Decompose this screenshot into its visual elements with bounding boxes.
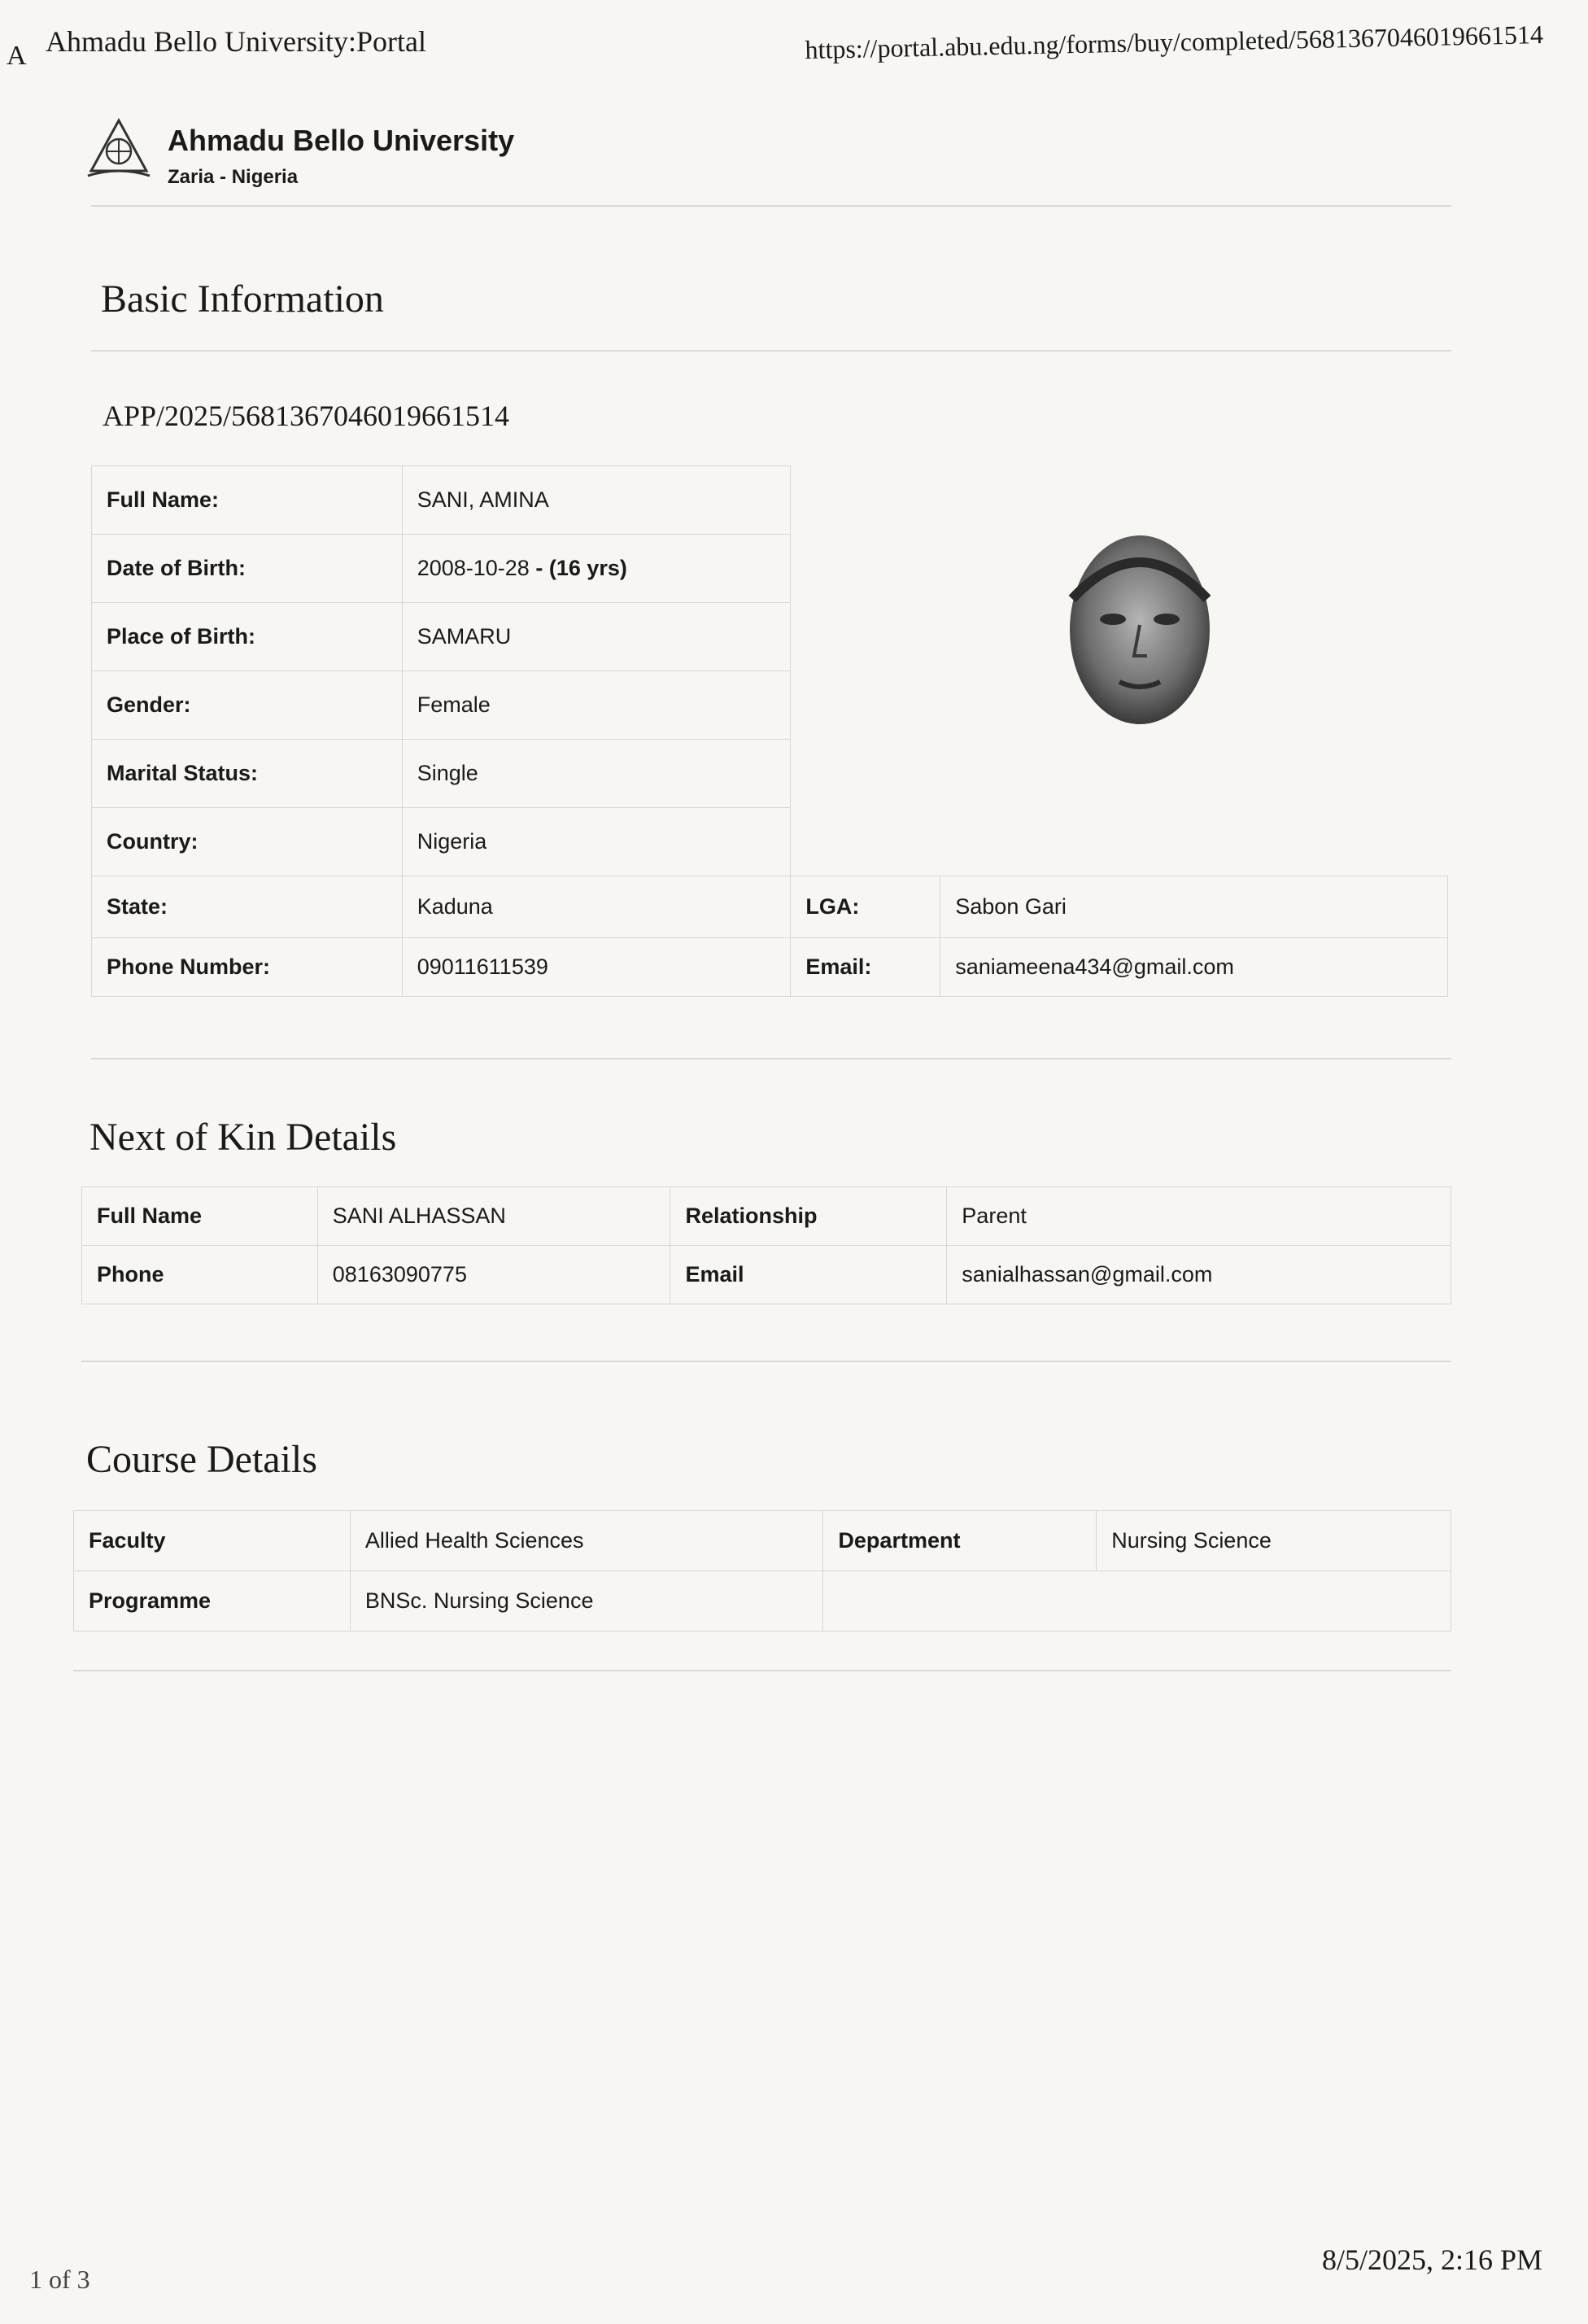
table-row [92, 466, 1448, 535]
email-label: Email: [791, 938, 940, 997]
basic-info-divider [91, 350, 1451, 352]
marital-status-label: Marital Status: [92, 740, 403, 808]
kin-full-name-label: Full Name [82, 1187, 318, 1246]
faculty-label: Faculty [74, 1511, 351, 1571]
course-heading: Course Details [86, 1438, 317, 1481]
table-row [82, 1187, 1451, 1246]
kin-relationship-value: Parent [947, 1187, 1451, 1246]
abu-crest-icon [85, 114, 153, 182]
place-of-birth-value: SAMARU [402, 603, 791, 671]
kin-phone-value: 08163090775 [317, 1246, 670, 1304]
place-of-birth-label: Place of Birth: [92, 603, 403, 671]
header-divider [91, 205, 1451, 207]
phone-label: Phone Number: [92, 938, 403, 997]
lga-label: LGA: [791, 876, 940, 938]
country-label: Country: [92, 808, 403, 876]
print-datetime: 8/5/2025, 2:16 PM [1321, 2243, 1542, 2276]
kin-relationship-label: Relationship [670, 1187, 947, 1246]
country-value: Nigeria [402, 808, 791, 876]
programme-value: BNSc. Nursing Science [350, 1571, 823, 1632]
lga-value: Sabon Gari [940, 876, 1448, 938]
state-value: Kaduna [402, 876, 791, 938]
dob-cell [402, 535, 791, 603]
marital-status-value: Single [402, 740, 791, 808]
kin-phone-label: Phone [82, 1246, 318, 1304]
email-value: saniameena434@gmail.com [940, 938, 1448, 997]
basic-info-heading: Basic Information [101, 277, 384, 321]
next-of-kin-table [81, 1186, 1451, 1304]
phone-value: 09011611539 [402, 938, 791, 997]
table-row [82, 1246, 1451, 1304]
basic-info-end-divider [91, 1058, 1451, 1059]
kin-email-value: sanialhassan@gmail.com [947, 1246, 1451, 1304]
print-page-url: https://portal.abu.edu.ng/forms/buy/completed/5681367046019661514 [804, 20, 1543, 64]
department-value: Nursing Science [1097, 1511, 1451, 1571]
next-of-kin-end-divider [81, 1361, 1451, 1362]
table-row [92, 876, 1448, 938]
dob-label: Date of Birth: [92, 535, 403, 603]
state-label: State: [92, 876, 403, 938]
basic-info-table [91, 465, 1448, 997]
table-row [92, 938, 1448, 997]
print-page-title: Ahmadu Bello University:Portal [46, 25, 426, 58]
page-edge-mark: A [7, 41, 27, 71]
department-label: Department [823, 1511, 1097, 1571]
university-location: Zaria - Nigeria [168, 166, 299, 188]
university-name: Ahmadu Bello University [168, 124, 515, 157]
faculty-value: Allied Health Sciences [350, 1511, 823, 1571]
application-number: APP/2025/5681367046019661514 [103, 400, 510, 432]
table-row [74, 1571, 1451, 1632]
gender-label: Gender: [92, 671, 403, 740]
next-of-kin-heading: Next of Kin Details [89, 1116, 397, 1159]
kin-email-label: Email [670, 1246, 947, 1304]
print-page-count: 1 of 3 [29, 2265, 90, 2294]
table-row [74, 1511, 1451, 1571]
kin-full-name-value: SANI ALHASSAN [317, 1187, 670, 1246]
course-table [73, 1510, 1451, 1632]
programme-label: Programme [74, 1571, 351, 1632]
dob-value: 2008-10-28 [417, 556, 530, 580]
full-name-value: SANI, AMINA [402, 466, 791, 535]
full-name-label: Full Name: [92, 466, 403, 535]
dob-age: - (16 yrs) [535, 556, 627, 580]
gender-value: Female [402, 671, 791, 740]
course-end-divider [73, 1670, 1451, 1671]
